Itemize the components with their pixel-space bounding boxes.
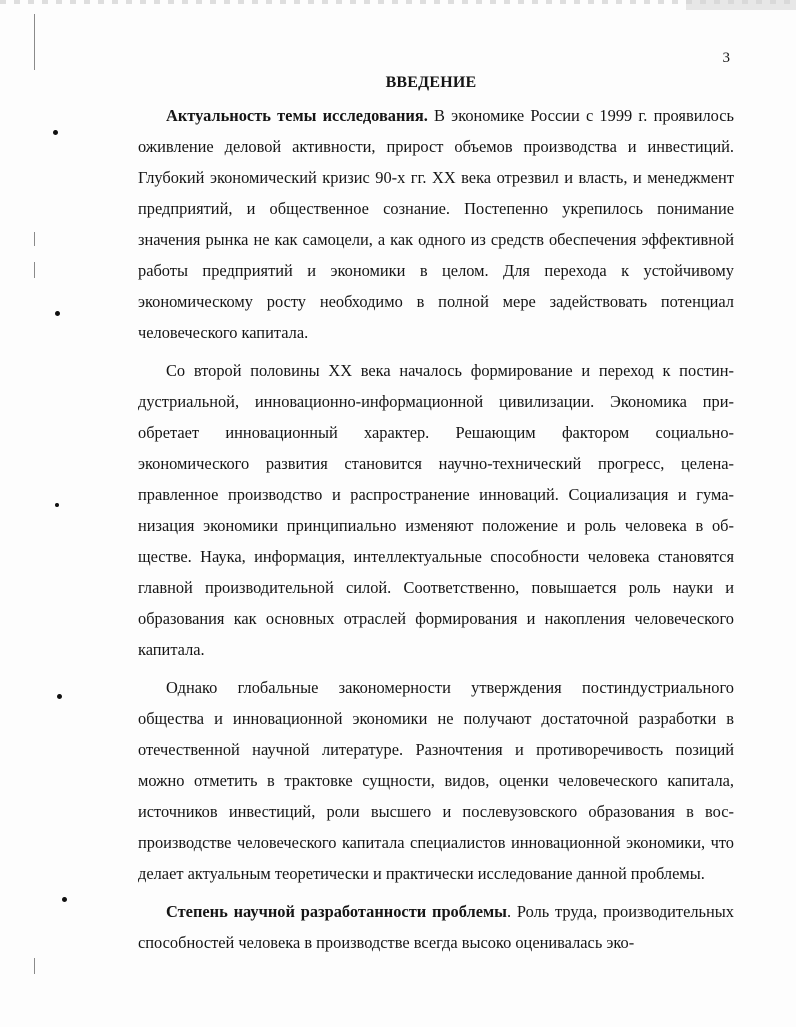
scan-margin-line [34,232,35,246]
paragraph-text: Однако глобальные закономерности утверждения постиндустриального общества и инновационной экономики не получают достаточной разработки в отечественной научной литературе. Разночтения и противоречивость позиций можно отметить в трактовке сущности, видов, оценки человеческого капитала, источников инвестиций, роли высшего и послевузовского образования в воспроизводстве человеческого капитала специалистов инновационной экономики, что делает актуальным теоретически и практически исследование данной проблемы. [138,678,734,883]
punch-hole-mark [62,897,67,902]
page-number: 3 [722,50,730,66]
scan-margin-line [34,14,35,70]
paragraph [138,355,734,665]
punch-hole-mark [53,130,58,135]
body-text [138,100,734,958]
paragraph-lead: Степень научной разработанности проблемы [166,902,507,921]
paragraph-text: Со второй половины XX века началось формирование и переход к постиндустриальной, инновационно-информационной цивилизации. Экономика приобретает инновационный характер. Решающим фактором социально-экономического развития становится научно-технический прогресс, целенаправленное производство и распространение инноваций. Социализация и гуманизация экономики принципиально изменяют положение и роль человека в обществе. Наука, информация, интеллектуальные способности человека становятся главной производительной силой. Соответственно, повышается роль науки и образования как основных отраслей формирования и накопления человеческого капитала. [138,361,734,659]
punch-hole-mark [57,694,62,699]
scan-edge-artifact [0,0,796,4]
paragraph [138,100,734,348]
paragraph-text: В экономике России с 1999 г. проявилось оживление деловой активности, прирост объемов производства и инвестиций. Глубокий экономический кризис 90-х гг. XX века отрезвил и власть, и менеджмент предприятий, и общественное сознание. Постепенно укрепилось понимание значения рынка не как самоцели, а как одного из средств обеспечения эффективной работы предприятий и экономики в целом. Для перехода к устойчивому экономическому росту необходимо в полной мере задействовать потенциал человеческого капитала. [138,106,735,342]
paragraph [138,672,734,889]
punch-hole-mark [55,311,60,316]
scan-corner-artifact [686,0,796,10]
paragraph [138,896,734,958]
section-heading: ВВЕДЕНИЕ [385,74,477,91]
scan-margin-line [34,958,35,974]
paragraph-text: . Роль труда, производительных способностей человека в производстве всегда высоко оценивалась эко- [138,902,735,952]
scan-margin-line [34,262,35,278]
paragraph-lead: Актуальность темы исследования. [166,106,428,125]
punch-hole-mark [55,503,59,507]
